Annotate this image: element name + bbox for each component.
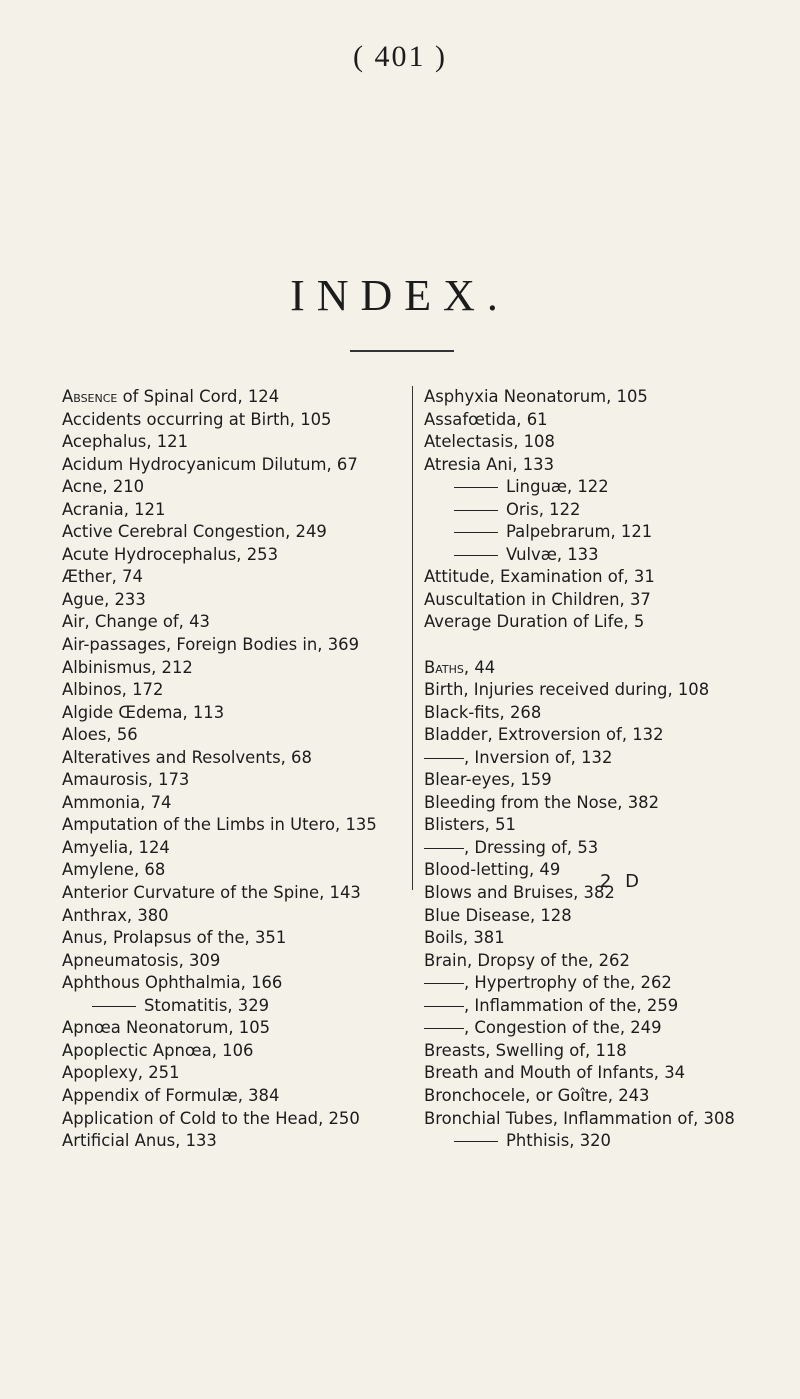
index-subentry: , Congestion of the, 249 [424, 1017, 800, 1040]
index-entry: Birth, Injuries received during, 108 [424, 680, 710, 700]
index-entry: Amaurosis, 173 [62, 770, 190, 790]
index-column-right [424, 386, 800, 1153]
index-entry: Apneumatosis, 309 [62, 950, 221, 970]
index-entry: Algide Œdema, 113 [62, 702, 225, 722]
index-entry: Amylene, 68 [62, 860, 166, 880]
index-entry: Appendix of Formulæ, 384 [62, 1085, 280, 1105]
index-entry: Black-fits, 268 [424, 702, 542, 722]
index-entry: Baths, 44 [424, 657, 496, 677]
index-entry: Apnœa Neonatorum, 105 [62, 1018, 271, 1038]
index-entry: Air-passages, Foreign Bodies in, 369 [62, 635, 359, 655]
index-subentry: Phthisis, 320 [424, 1130, 800, 1153]
page-title: INDEX. [290, 271, 510, 320]
index-entry: Anus, Prolapsus of the, 351 [62, 928, 287, 948]
index-entry: Blows and Bruises, 382 [424, 883, 615, 903]
index-entry: Boils, 381 [424, 928, 505, 948]
index-entry: Albinos, 172 [62, 680, 164, 700]
index-entry: Bronchial Tubes, Inflammation of, 308 [424, 1108, 735, 1128]
index-entry: Application of Cold to the Head, 250 [62, 1108, 360, 1128]
index-entry: Asphyxia Neonatorum, 105 [424, 387, 648, 406]
index-entry: Acute Hydrocephalus, 253 [62, 544, 278, 564]
signature-mark: 2 D [600, 871, 644, 892]
index-subentry: , Inversion of, 132 [424, 747, 800, 770]
title-rule [350, 350, 454, 352]
index-entry: Breath and Mouth of Infants, 34 [424, 1063, 686, 1083]
index-entry: Bleeding from the Nose, 382 [424, 792, 660, 812]
index-column-left [62, 386, 402, 1153]
index-entry: Apoplexy, 251 [62, 1063, 180, 1083]
index-entry: Air, Change of, 43 [62, 612, 210, 632]
index-entry: Amputation of the Limbs in Utero, 135 [62, 815, 377, 835]
index-entry: Assafœtida, 61 [424, 409, 548, 429]
index-subentry: , Inflammation of the, 259 [424, 995, 800, 1018]
index-entry: Anterior Curvature of the Spine, 143 [62, 883, 361, 903]
index-entry: Albinismus, 212 [62, 657, 193, 677]
index-entry: Ague, 233 [62, 589, 146, 609]
index-entry: Attitude, Examination of, 31 [424, 567, 655, 587]
index-entry: Breasts, Swelling of, 118 [424, 1040, 627, 1060]
index-entry: Atelectasis, 108 [424, 432, 555, 452]
index-entry: Aphthous Ophthalmia, 166 [62, 973, 283, 993]
index-entry: Brain, Dropsy of the, 262 [424, 950, 630, 970]
index-entry: Blisters, 51 [424, 815, 516, 835]
index-entry: Acne, 210 [62, 477, 145, 497]
index-entry: Acidum Hydrocyanicum Dilutum, 67 [62, 454, 358, 474]
index-entry: Æther, 74 [62, 567, 143, 587]
index-subentry: Vulvæ, 133 [424, 544, 800, 567]
index-subentry: Stomatitis, 329 [62, 995, 402, 1018]
index-subentry: Palpebrarum, 121 [424, 521, 800, 544]
index-entry: Accidents occurring at Birth, 105 [62, 409, 332, 429]
index-entry: Anthrax, 380 [62, 905, 169, 925]
index-entry: Absence of Spinal Cord, 124 [62, 387, 280, 406]
index-entry: Blood-letting, 49 [424, 860, 561, 880]
index-subentry: , Hypertrophy of the, 262 [424, 972, 800, 995]
index-entry: Active Cerebral Congestion, 249 [62, 522, 327, 542]
index-entry: Alteratives and Resolvents, 68 [62, 747, 312, 767]
index-entry: Ammonia, 74 [62, 792, 172, 812]
index-entry: Auscultation in Children, 37 [424, 589, 651, 609]
index-entry: Atresia Ani, 133 [424, 454, 555, 474]
index-entry: Apoplectic Apnœa, 106 [62, 1040, 254, 1060]
column-divider [412, 386, 413, 890]
index-entry: Acrania, 121 [62, 499, 166, 519]
index-entry: Acephalus, 121 [62, 432, 189, 452]
index-entry: Bronchocele, or Goître, 243 [424, 1085, 650, 1105]
index-subentry: , Dressing of, 53 [424, 837, 800, 860]
section-gap [424, 634, 800, 657]
index-entry: Amyelia, 124 [62, 837, 170, 857]
index-subentry: Linguæ, 122 [424, 476, 800, 499]
index-entry: Average Duration of Life, 5 [424, 612, 645, 632]
index-entry: Blue Disease, 128 [424, 905, 572, 925]
index-subentry: Oris, 122 [424, 499, 800, 522]
index-entry: Blear-eyes, 159 [424, 770, 552, 790]
index-entry: Aloes, 56 [62, 725, 138, 745]
index-entry: Artificial Anus, 133 [62, 1131, 217, 1151]
page-number: ( 401 ) [353, 40, 447, 73]
index-entry: Bladder, Extroversion of, 132 [424, 725, 664, 745]
